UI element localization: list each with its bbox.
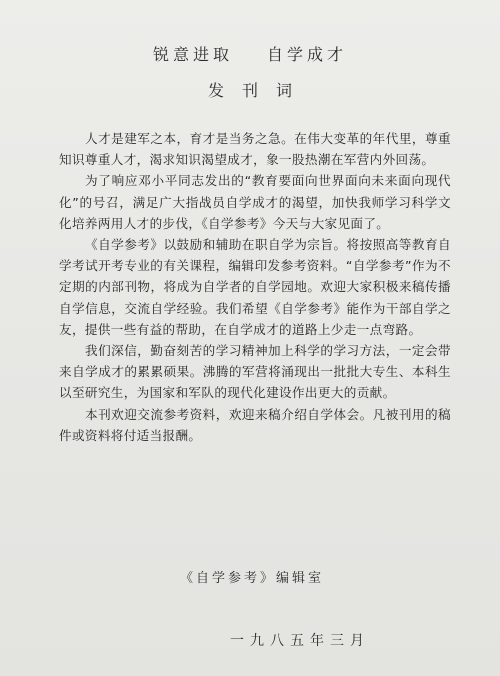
publication-date: 一九八五年三月	[230, 633, 370, 649]
paragraph-1: 人才是建军之本，育才是当务之急。在伟大变革的年代里，尊重知识尊重人才，渴求知识渴望成才，象一股热潮在军营内外回荡。	[59, 131, 451, 168]
paragraph-5: 本刊欢迎交流参考资料，欢迎来稿介绍自学体会。凡被刊用的稿件或资料将付适当报酬。	[59, 406, 451, 443]
document-title	[0, 42, 500, 65]
document-subtitle: 发刊词	[207, 81, 310, 100]
title-part-2: 自学成才	[267, 45, 348, 64]
paragraph-3: 《自学参考》以鼓励和辅助在职自学为宗旨。将按照高等教育自学考试开考专业的有关课程，编辑印发参考资料。“自学参考”作为不定期的内部刊物，将成为自学者的自学园地。欢迎大家积极来稿传播自学信息，交流自学经验。我们希望《自学参考》能作为干部自学之友，提供一些有益的帮助，在自学成才的道路上少走一点弯路。	[59, 237, 451, 337]
paragraph-2: 为了响应邓小平同志发出的“教育要面向世界面向未来面向现代化”的号召，满足广大指战员自学成才的渴望，加快我师学习科学文化培养两用人才的步伐，《自学参考》今天与大家见面了。	[59, 173, 451, 231]
editorial-signature: 《自学参考》编辑室	[180, 571, 325, 586]
title-part-1: 锐意进取	[152, 45, 233, 64]
paragraph-4: 我们深信，勤奋刻苦的学习精神加上科学的学习方法，一定会带来自学成才的累累硕果。沸腾的军营将涌现出一批批大专生、本科生以至研究生，为国家和军队的现代化建设作出更大的贡献。	[59, 343, 451, 401]
document-body	[59, 128, 451, 446]
